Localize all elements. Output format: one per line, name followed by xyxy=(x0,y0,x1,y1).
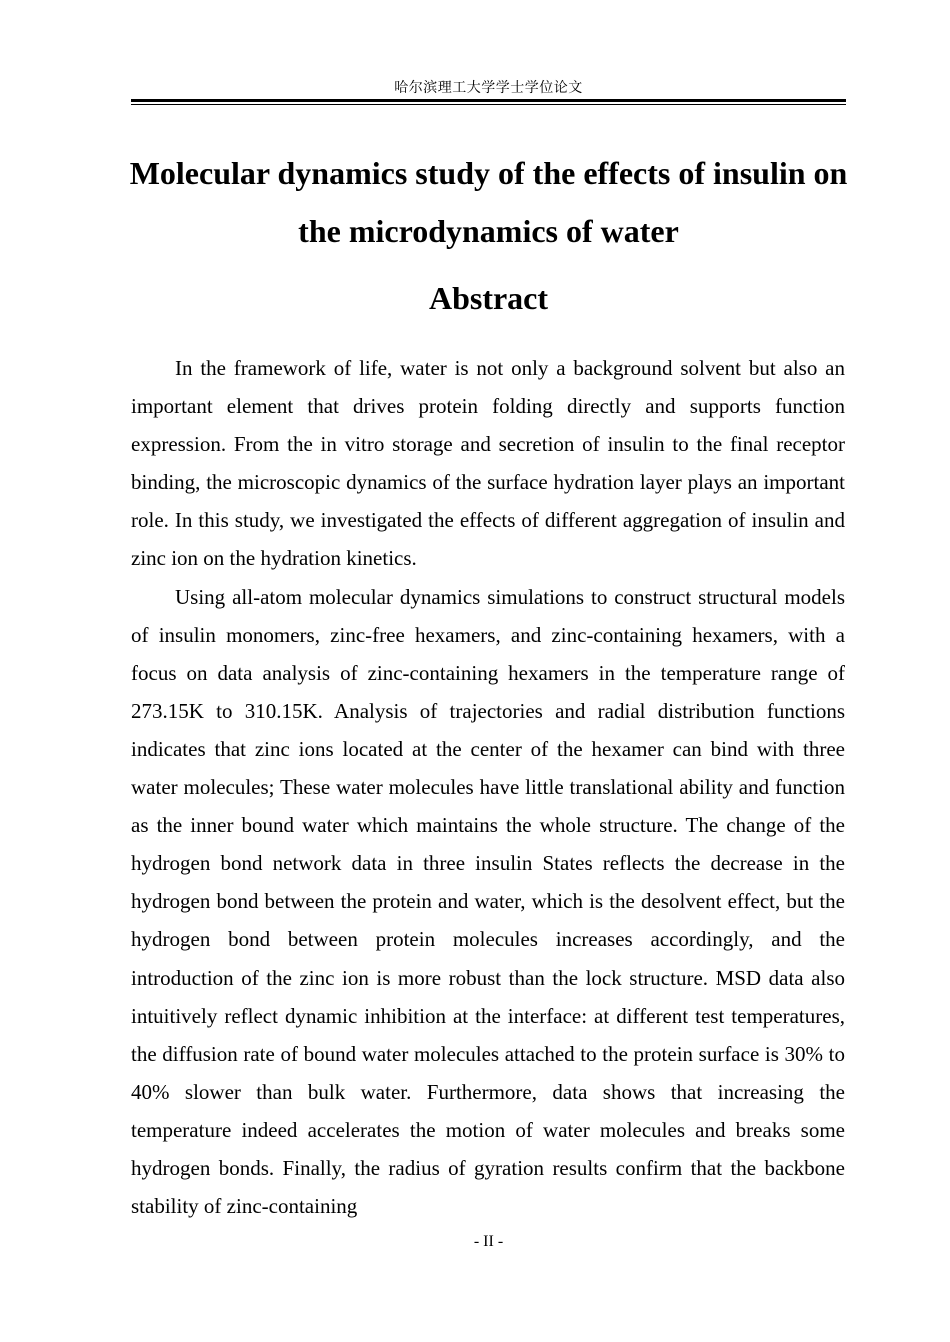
abstract-paragraph-2: Using all-atom molecular dynamics simulations to construct structural models of insulin monomers, zinc-free hexamers, and zinc-containing hexamers, with a focus on data analysis of zinc-containing hexamers in the temperature range of 273.15K to 310.15K. Analysis of trajectories and radial distribution functions indicates that zinc ions located at the center of the hexamer can bind with three water molecules; These water molecules have little translational ability and function as the inner bound water which maintains the whole structure. The change of the hydrogen bond network data in three insulin States reflects the decrease in the hydrogen bond between the protein and water, which is the desolvent effect, but the hydrogen bond between protein molecules increases accordingly, and the introduction of the zinc ion is more robust than the lock structure. MSD data also intuitively reflect dynamic inhibition at the interface: at different test temperatures, the diffusion rate of bound water molecules attached to the protein surface is 30% to 40% slower than bulk water. Furthermore, data shows that increasing the temperature indeed accelerates the motion of water molecules and breaks some hydrogen bonds. Finally, the radius of gyration results confirm that the backbone stability of zinc-containing xyxy=(131,584,845,1219)
abstract-heading: Abstract xyxy=(428,280,549,316)
header-rule-thick xyxy=(131,99,846,102)
abstract-body xyxy=(131,349,845,1225)
header-rule-thin xyxy=(131,104,846,105)
paper-title: Molecular dynamics study of the effects of insulin on the microdynamics of water xyxy=(129,155,848,249)
running-header: 哈尔滨理工大学学士学位论文 xyxy=(394,80,583,96)
page-number: - II - xyxy=(473,1233,504,1250)
abstract-paragraph-1: In the framework of life, water is not only a background solvent but also an important element that drives protein folding directly and supports function expression. From the in vitro storage and secretion of insulin to the final receptor binding, the microscopic dynamics of the surface hydration layer plays an important role. In this study, we investigated the effects of different aggregation of insulin and zinc ion on the hydration kinetics. xyxy=(131,356,845,571)
